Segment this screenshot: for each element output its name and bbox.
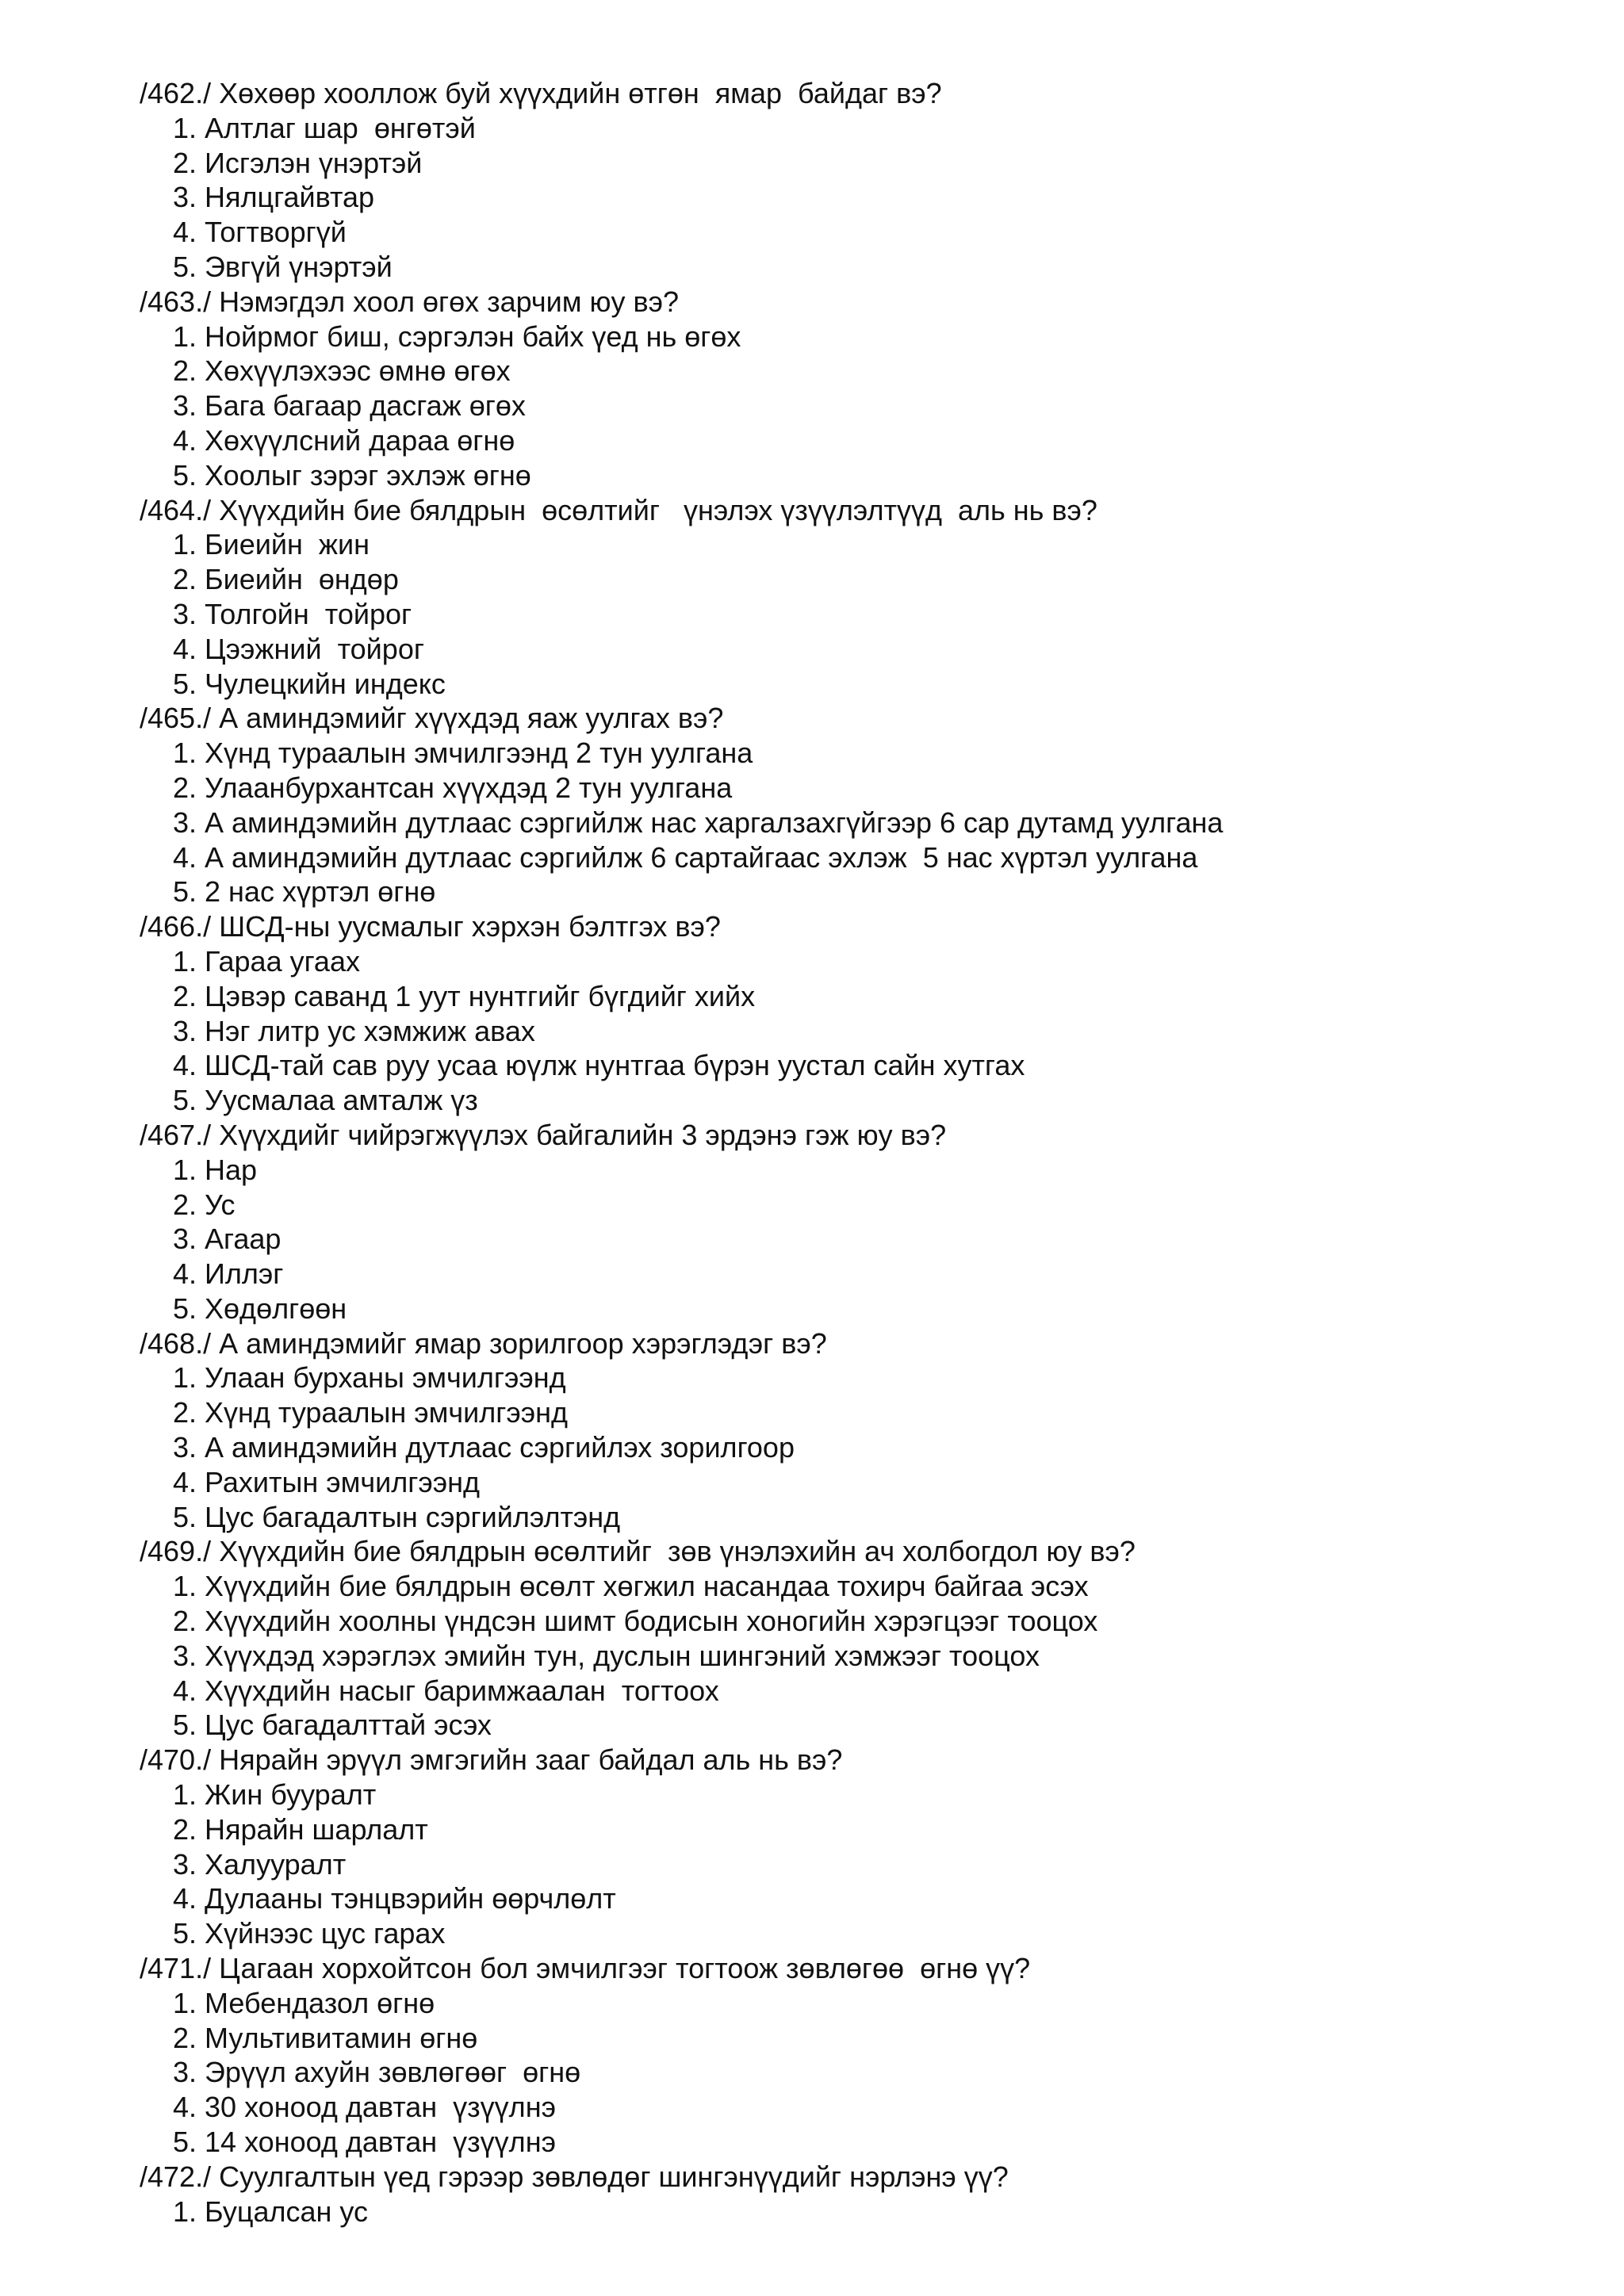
question-line bbox=[140, 2160, 1567, 2195]
question-number: /470./ bbox=[140, 1743, 212, 1777]
answer-option: 3. Хүүхдэд хэрэглэх эмийн тун, дуслын шингэний хэмжээг тооцох bbox=[173, 1639, 1040, 1672]
answer-option: 2. Нярайн шарлалт bbox=[173, 1812, 428, 1846]
answer-option: 3. Халууралт bbox=[173, 1847, 347, 1881]
question-block bbox=[140, 1743, 1567, 1951]
question-text: ШСД-ны уусмалыг хэрхэн бэлтгэх вэ? bbox=[219, 910, 721, 943]
answer-options bbox=[140, 527, 1567, 701]
answer-option: 5. Хүйнээс цус гарах bbox=[173, 1917, 446, 1950]
question-line bbox=[140, 1534, 1567, 1569]
answer-option: 4. А аминдэмийн дутлаас сэргийлж 6 сартайгаас эхлэж 5 нас хүртэл уулгана bbox=[173, 840, 1198, 874]
answer-option: 3. Агаар bbox=[173, 1223, 282, 1256]
question-block bbox=[140, 1118, 1567, 1326]
question-line bbox=[140, 701, 1567, 736]
answer-option: 1. Биеийн жин bbox=[173, 528, 370, 561]
answer-option: 1. Буцалсан ус bbox=[173, 2195, 369, 2228]
answer-option: 4. Хөхүүлсний дараа өгнө bbox=[173, 423, 515, 457]
answer-option: 1. Мебендазол өгнө bbox=[173, 1986, 435, 2019]
question-number: /469./ bbox=[140, 1535, 212, 1568]
question-number: /462./ bbox=[140, 77, 212, 109]
question-block bbox=[140, 2160, 1567, 2229]
answer-option: 1. Нар bbox=[173, 1153, 258, 1186]
question-block bbox=[140, 909, 1567, 1118]
answer-option: 2. Мультивитамин өгнө bbox=[173, 2021, 478, 2054]
answer-option: 4. ШСД-тай сав руу усаа юүлж нунтгаа бүрэн уустал сайн хутгах bbox=[173, 1049, 1025, 1082]
answer-option: 1. Жин бууралт bbox=[173, 1778, 377, 1812]
answer-option: 2. Биеийн өндөр bbox=[173, 563, 399, 596]
question-text: Хүүхдийг чийрэгжүүлэх байгалийн 3 эрдэнэ гэж юу вэ? bbox=[219, 1118, 947, 1151]
question-line bbox=[140, 1743, 1567, 1777]
answer-option: 1. Хүнд тураалын эмчилгээнд 2 тун уулгана bbox=[173, 737, 753, 770]
answer-option: 4. Дулааны тэнцвэрийн өөрчлөлт bbox=[173, 1882, 616, 1915]
answer-option: 1. Алтлаг шар өнгөтэй bbox=[173, 111, 476, 144]
question-number: /467./ bbox=[140, 1118, 212, 1151]
answer-option: 5. Хоолыг зэрэг эхлэж өгнө bbox=[173, 458, 531, 492]
question-block bbox=[140, 1534, 1567, 1743]
answer-option: 1. Улаан бурханы эмчилгээнд bbox=[173, 1361, 566, 1395]
answer-option: 4. Цээжний тойрог bbox=[173, 632, 424, 665]
question-block bbox=[140, 1951, 1567, 2160]
question-text: Хүүхдийн бие бялдрын өсөлтийг үнэлэх үзүүлэлтүүд аль нь вэ? bbox=[219, 493, 1097, 526]
question-block bbox=[140, 76, 1567, 285]
question-number: /471./ bbox=[140, 1952, 212, 1985]
answer-option: 5. Цус багадалтын сэргийлэлтэнд bbox=[173, 1500, 621, 1533]
answer-option: 4. Рахитын эмчилгээнд bbox=[173, 1465, 480, 1498]
answer-options bbox=[140, 1777, 1567, 1951]
answer-option: 3. А аминдэмийн дутлаас сэргийлэх зорилгоор bbox=[173, 1431, 795, 1464]
answer-option: 1. Нойрмог биш, сэргэлэн байх үед нь өгөх bbox=[173, 320, 741, 353]
answer-option: 3. А аминдэмийн дутлаас сэргийлж нас харгалзахгүйгээр 6 сар дутамд уулгана bbox=[173, 806, 1224, 839]
answer-option: 5. Чулецкийн индекс bbox=[173, 667, 446, 700]
answer-option: 5. 2 нас хүртэл өгнө bbox=[173, 875, 436, 909]
question-line bbox=[140, 1118, 1567, 1153]
question-line bbox=[140, 909, 1567, 944]
answer-option: 2. Ус bbox=[173, 1188, 236, 1221]
answer-option: 3. Нэг литр ус хэмжиж авах bbox=[173, 1014, 535, 1047]
question-line bbox=[140, 285, 1567, 320]
question-text: Хүүхдийн бие бялдрын өсөлтийг зөв үнэлэхийн ач холбогдол юу вэ? bbox=[219, 1535, 1136, 1568]
answer-option: 5. Эвгүй үнэртэй bbox=[173, 250, 393, 283]
question-line bbox=[140, 76, 1567, 111]
question-line bbox=[140, 1326, 1567, 1361]
question-block bbox=[140, 701, 1567, 909]
answer-option: 1. Хүүхдийн бие бялдрын өсөлт хөгжил насандаа тохирч байгаа эсэх bbox=[173, 1570, 1089, 1603]
question-number: /472./ bbox=[140, 2160, 212, 2193]
question-text: А аминдэмийг ямар зорилгоор хэрэглэдэг вэ? bbox=[219, 1326, 827, 1360]
question-number: /464./ bbox=[140, 493, 212, 526]
question-number: /463./ bbox=[140, 285, 212, 318]
answer-option: 3. Эрүүл ахуйн зөвлөгөөг өгнө bbox=[173, 2056, 581, 2089]
question-text: Нэмэгдэл хоол өгөх зарчим юу вэ? bbox=[219, 285, 680, 318]
answer-option: 5. Хөдөлгөөн bbox=[173, 1292, 347, 1325]
answer-options bbox=[140, 1360, 1567, 1534]
answer-option: 5. Цус багадалттай эсэх bbox=[173, 1709, 492, 1742]
question-text: Цагаан хорхойтсон бол эмчилгээг тогтоож зөвлөгөө өгнө үү? bbox=[219, 1952, 1031, 1985]
question-block bbox=[140, 493, 1567, 702]
answer-option: 2. Хөхүүлэхээс өмнө өгөх bbox=[173, 354, 511, 388]
answer-options bbox=[140, 1153, 1567, 1326]
answer-option: 2. Улаанбурхантсан хүүхдэд 2 тун уулгана bbox=[173, 771, 733, 804]
answer-option: 2. Исгэлэн үнэртэй bbox=[173, 146, 423, 179]
answer-options bbox=[140, 320, 1567, 493]
answer-option: 4. 30 хоноод давтан үзүүлнэ bbox=[173, 2091, 556, 2124]
answer-option: 1. Гараа угаах bbox=[173, 944, 360, 978]
question-line bbox=[140, 493, 1567, 528]
answer-options bbox=[140, 736, 1567, 909]
answer-option: 2. Цэвэр саванд 1 уут нунтгийг бүгдийг хийх bbox=[173, 979, 756, 1012]
answer-options bbox=[140, 111, 1567, 285]
question-list bbox=[140, 76, 1567, 2229]
question-number: /468./ bbox=[140, 1326, 212, 1360]
question-number: /466./ bbox=[140, 910, 212, 943]
answer-option: 5. 14 хоноод давтан үзүүлнэ bbox=[173, 2126, 556, 2159]
answer-option: 4. Тогтворгүй bbox=[173, 216, 347, 249]
answer-options bbox=[140, 944, 1567, 1118]
answer-option: 4. Иллэг bbox=[173, 1257, 284, 1291]
answer-option: 3. Бага багаар дасгаж өгөх bbox=[173, 389, 526, 423]
question-text: Нярайн эрүүл эмгэгийн зааг байдал аль нь вэ? bbox=[219, 1743, 843, 1777]
question-text: Хөхөөр хооллож буй хүүхдийн өтгөн ямар байдаг вэ? bbox=[219, 77, 942, 109]
answer-option: 2. Хүүхдийн хоолны үндсэн шимт бодисын хоногийн хэрэгцээг тооцох bbox=[173, 1605, 1098, 1638]
question-text: А аминдэмийг хүүхдэд яаж уулгах вэ? bbox=[219, 702, 724, 735]
question-block bbox=[140, 285, 1567, 493]
answer-option: 4. Хүүхдийн насыг баримжаалан тогтоох bbox=[173, 1674, 719, 1707]
answer-option: 3. Толгойн тойрог bbox=[173, 597, 412, 630]
answer-option: 5. Уусмалаа амталж үз bbox=[173, 1084, 478, 1117]
question-block bbox=[140, 1326, 1567, 1535]
question-text: Суулгалтын үед гэрээр зөвлөдөг шингэнүүдийг нэрлэнэ үү? bbox=[219, 2160, 1009, 2193]
answer-option: 2. Хүнд тураалын эмчилгээнд bbox=[173, 1396, 568, 1429]
question-number: /465./ bbox=[140, 702, 212, 735]
answer-options bbox=[140, 1986, 1567, 2160]
question-line bbox=[140, 1951, 1567, 1986]
answer-options bbox=[140, 2195, 1567, 2229]
answer-options bbox=[140, 1569, 1567, 1743]
answer-option: 3. Нялцгайвтар bbox=[173, 181, 375, 214]
